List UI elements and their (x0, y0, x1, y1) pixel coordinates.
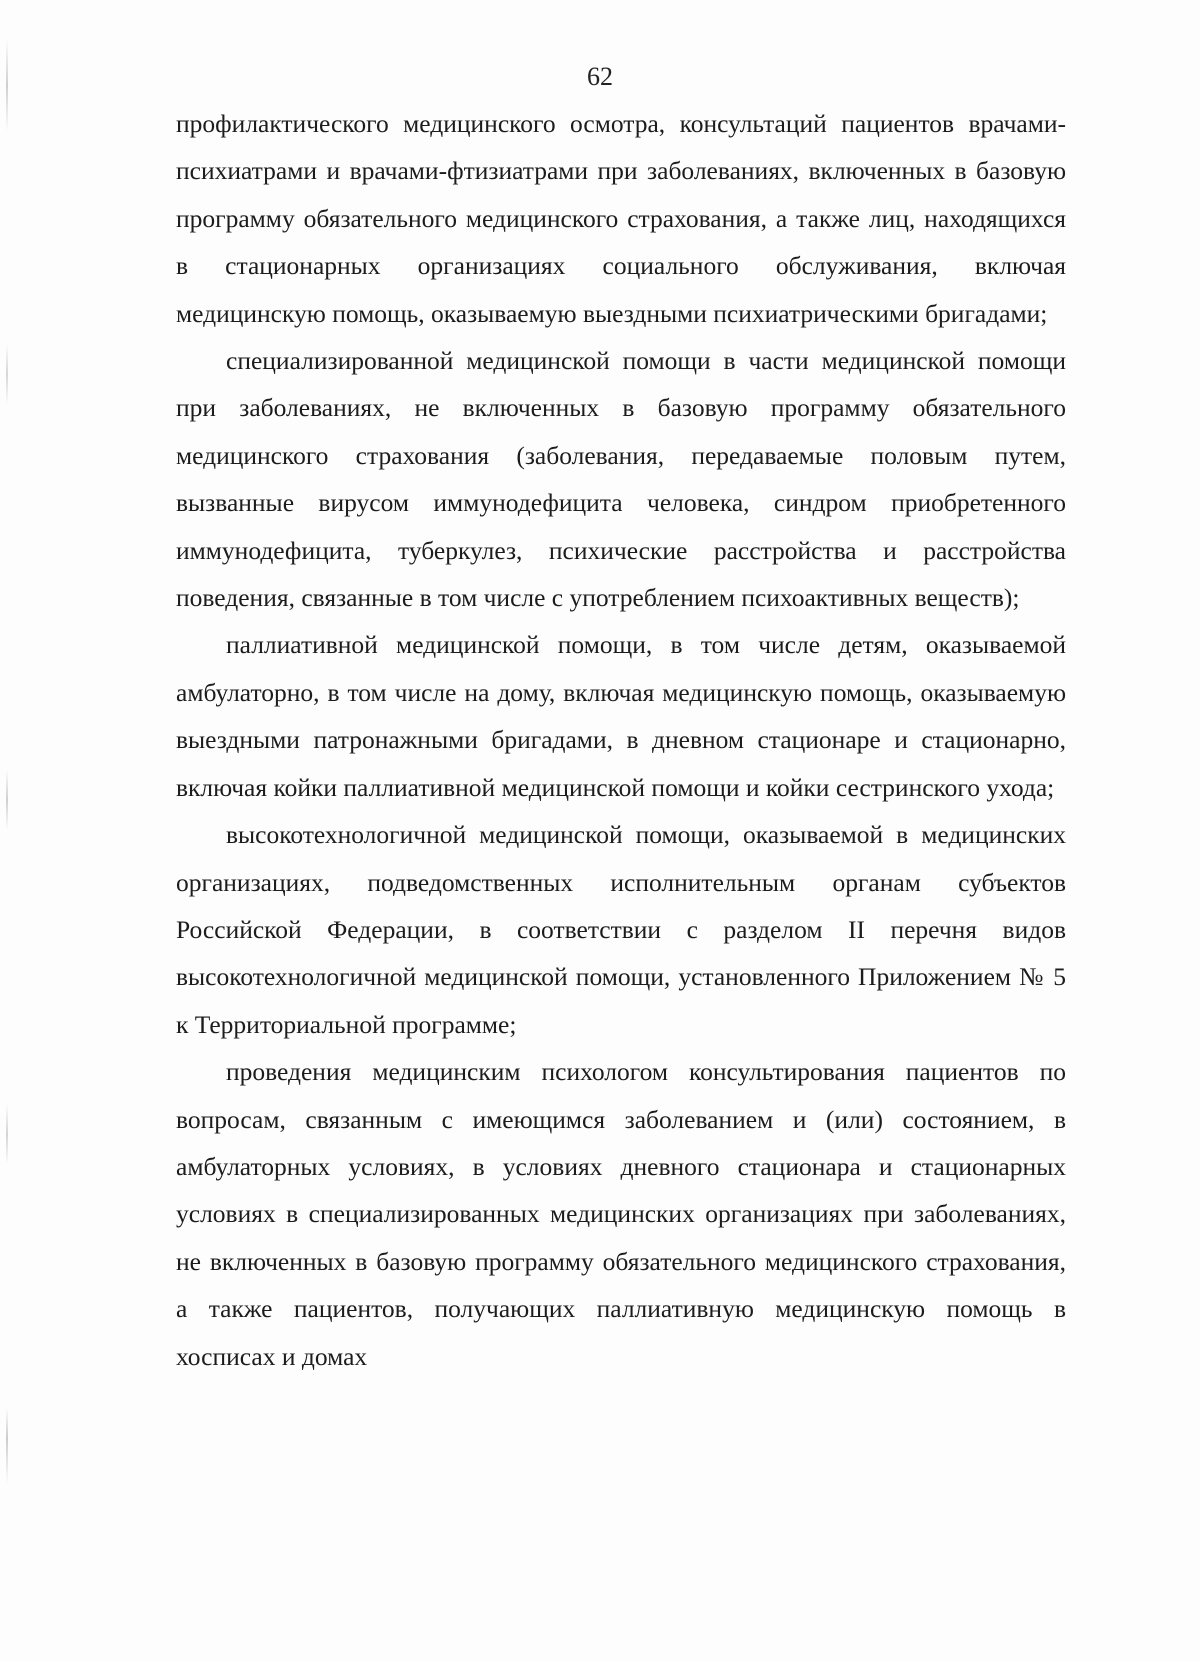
paragraph-continuation: профилактического медицинского осмотра, консультаций пациентов врачами-психиатрами и врачами-фтизиатрами при заболеваниях, включенных в базовую программу обязательного медицинского страхования, а также лиц, находящихся в стационарных организациях социального обслуживания, включая медицинскую помощь, оказываемую выездными психиатрическими бригадами; (176, 109, 1066, 328)
paragraph-psychologist-consulting: проведения медицинским психологом консультирования пациентов по вопросам, связанным с имеющимся заболеванием и (или) состоянием, в амбулаторных условиях, в условиях дневного стационара и стационарных условиях в специализированных медицинских организациях при заболеваниях, не включенных в базовую программу обязательного медицинского страхования, а также пациентов, получающих паллиативную медицинскую помощь в хосписах и домах (176, 1057, 1066, 1371)
paragraph-palliative-care: паллиативной медицинской помощи, в том числе детям, оказываемой амбулаторно, в том числе на дому, включая медицинскую помощь, оказываемую выездными патронажными бригадами, в дневном стационаре и стационарно, включая койки паллиативной медицинской помощи и койки сестринского ухода; (176, 630, 1066, 802)
paragraph-high-tech-care: высокотехнологичной медицинской помощи, оказываемой в медицинских организациях, подведомственных исполнительным органам субъектов Российской Федерации, в соответствии с разделом II перечня видов высокотехнологичной медицинской помощи, установленного Приложением № 5 к Территориальной программе; (176, 820, 1066, 1039)
scan-edge-artifact (6, 40, 8, 1560)
page-number: 62 (587, 62, 613, 91)
document-body (176, 100, 1066, 1380)
paragraph-specialized-care: специализированной медицинской помощи в части медицинской помощи при заболеваниях, не включенных в базовую программу обязательного медицинского страхования (заболевания, передаваемые половым путем, вызванные вирусом иммунодефицита человека, синдром приобретенного иммунодефицита, туберкулез, психические расстройства и расстройства поведения, связанные в том числе с употреблением психоактивных веществ); (176, 346, 1066, 613)
